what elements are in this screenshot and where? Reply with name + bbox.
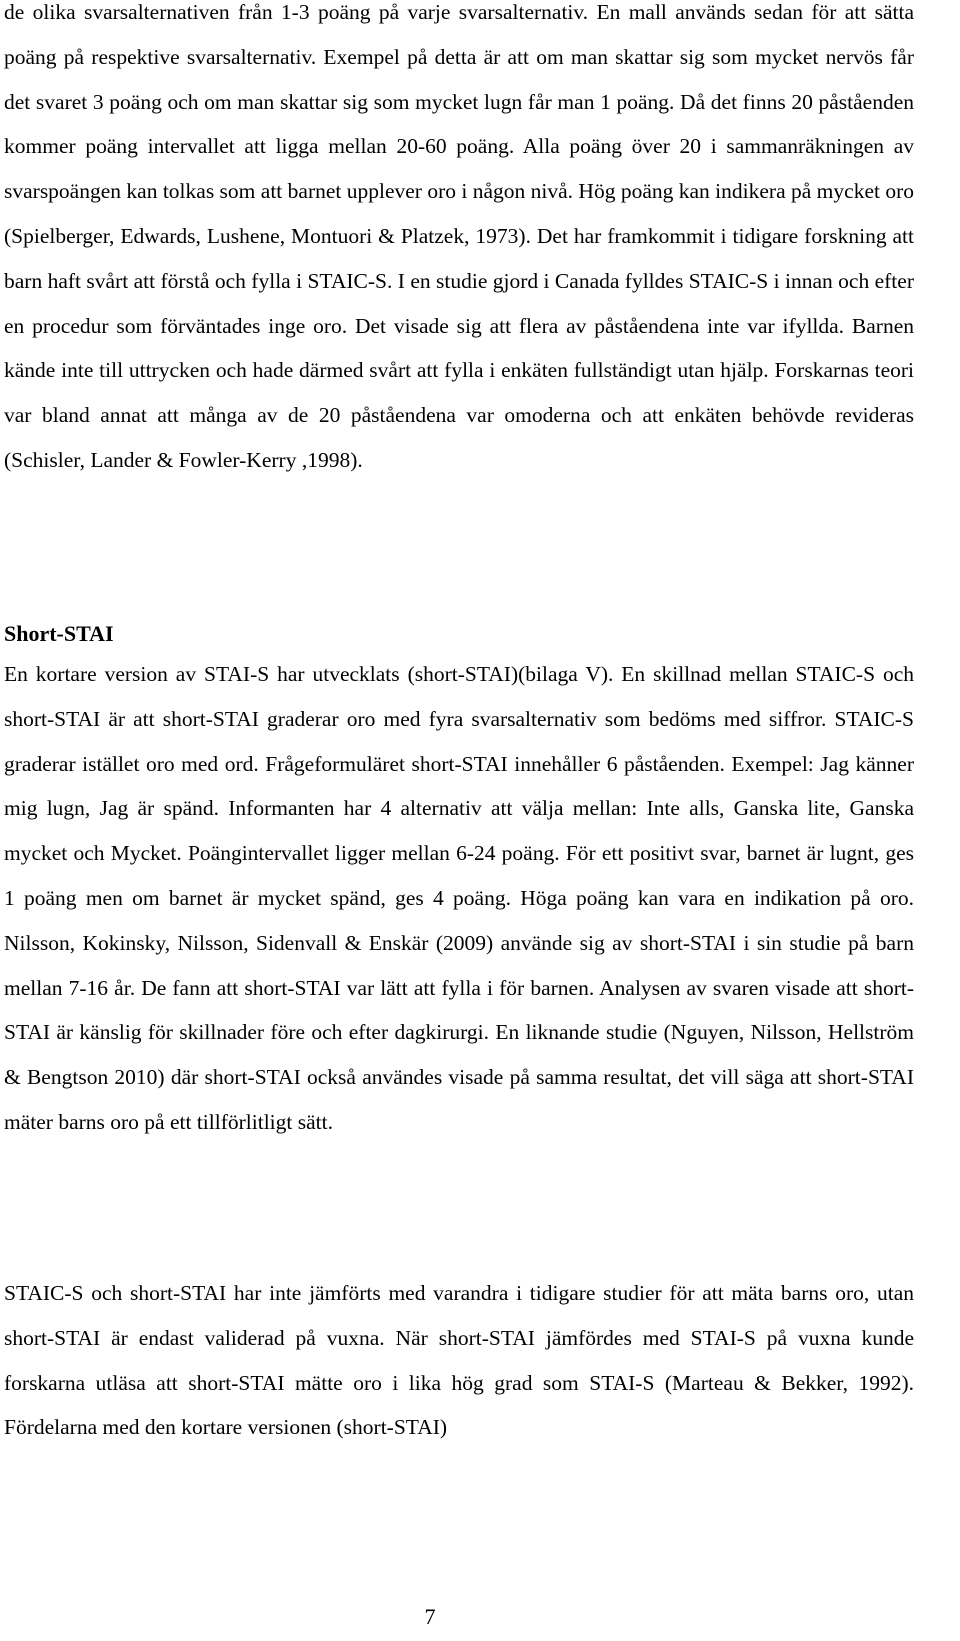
section-heading-short-stai: Short-STAI (4, 621, 114, 646)
paragraph-staic-s-scoring: de olika svarsalternativen från 1-3 poäng på varje svarsalternativ. En mall används sedan för att sätta poäng på respektive svarsalternativ. Exempel på detta är att om man skattar sig som mycket nervös får det svaret 3 poäng och om man skattar sig som mycket lugn får man 1 poäng. Då det finns 20 påståenden kommer poäng intervallet att ligga mellan 20-60 poäng. Alla poäng över 20 i sammanräkningen av svarspoängen kan tolkas som att barnet upplever oro i någon nivå. Hög poäng kan indikera på mycket oro (Spielberger, Edwards, Lushene, Montuori & Platzek, 1973). Det har framkommit i tidigare forskning att barn haft svårt att förstå och fylla i STAIC-S. I en studie gjord i Canada fylldes STAIC-S i innan och efter en procedur som förväntades inge oro. Det visade sig att flera av påståendena inte var ifyllda. Barnen kände inte till uttrycken och hade därmed svårt att fylla i enkäten fullständigt utan hjälp. Forskarnas teori var bland annat att många av de 20 påståendena var omoderna och att enkäten behövde revideras (Schisler, Lander & Fowler-Kerry ,1998). (4, 0, 914, 472)
paragraph-short-stai-description: En kortare version av STAI-S har utvecklats (short-STAI)(bilaga V). En skillnad mellan STAIC-S och short-STAI är att short-STAI graderar oro med fyra svarsalternativ som bedöms med siffror. STAIC-S graderar istället oro med ord. Frågeformuläret short-STAI innehåller 6 påståenden. Exempel: Jag känner mig lugn, Jag är spänd. Informanten har 4 alternativ att välja mellan: Inte alls, Ganska lite, Ganska mycket och Mycket. Poängintervallet ligger mellan 6-24 poäng. För ett positivt svar, barnet är lugnt, ges 1 poäng men om barnet är mycket spänd, ges 4 poäng. Höga poäng kan vara en indikation på oro. Nilsson, Kokinsky, Nilsson, Sidenvall & Enskär (2009) använde sig av short-STAI i sin studie på barn mellan 7-16 år. De fann att short-STAI var lätt att fylla i för barnen. Analysen av svaren visade att short-STAI är känslig för skillnader före och efter dagkirurgi. En liknande studie (Nguyen, Nilsson, Hellström & Bengtson 2010) där short-STAI också användes visade på samma resultat, det vill säga att short-STAI mäter barns oro på ett tillförlitligt sätt. (4, 662, 914, 1134)
page-number: 7 (424, 1604, 436, 1629)
paragraph-comparison: STAIC-S och short-STAI har inte jämförts med varandra i tidigare studier för att mäta barns oro, utan short-STAI är endast validerad på vuxna. När short-STAI jämfördes med STAI-S på vuxna kunde forskarna utläsa att short-STAI mätte oro i lika hög grad som STAI-S (Marteau & Bekker, 1992). Fördelarna med den kortare versionen (short-STAI) (4, 1281, 914, 1440)
